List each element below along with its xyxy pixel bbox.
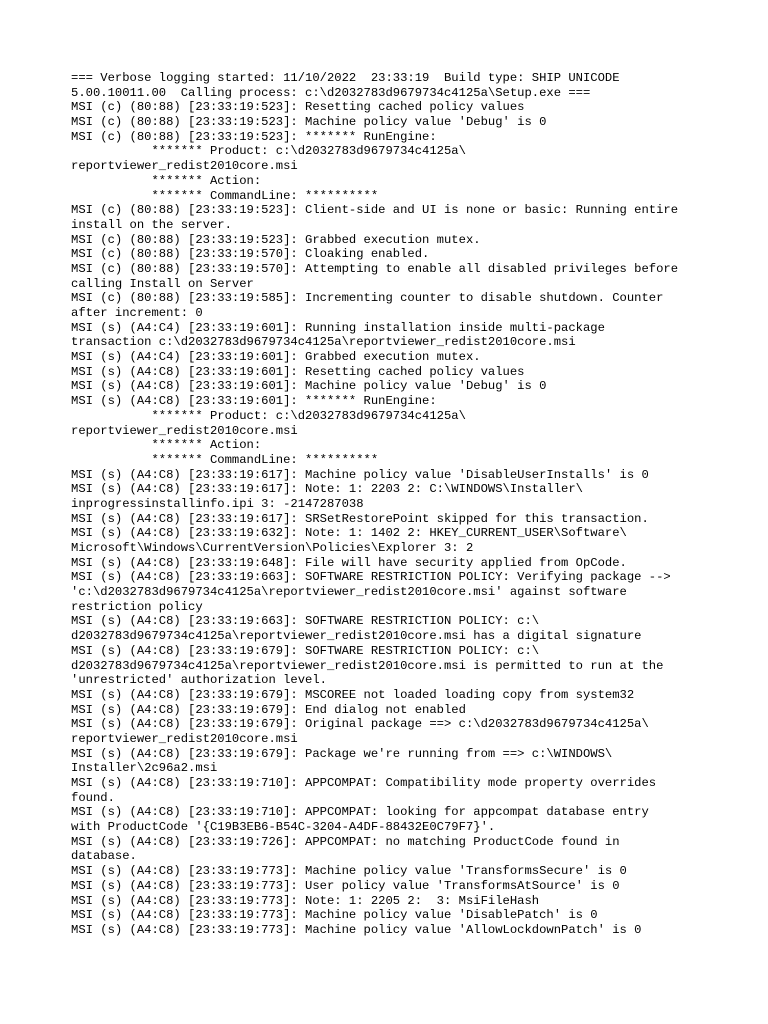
log-line: MSI (s) (A4:C8) [23:33:19:679]: Original package ==> c:\d2032783d9679734c4125a\ <box>71 717 649 732</box>
log-line: ******* Action: <box>71 173 262 188</box>
log-line: database. <box>71 849 137 864</box>
log-line: MSI (c) (80:88) [23:33:19:523]: Resetting cached policy values <box>71 100 525 115</box>
log-line: === Verbose logging started: 11/10/2022 23:33:19 Build type: SHIP UNICODE <box>71 71 620 85</box>
log-line: with ProductCode '{C19B3EB6-B54C-3204-A4DF-88432E0C79F7}'. <box>71 820 496 835</box>
log-text-body <box>71 71 731 938</box>
log-line: ******* Product: c:\d2032783d9679734c4125a\ <box>71 408 466 423</box>
log-line: MSI (s) (A4:C8) [23:33:19:773]: User policy value 'TransformsAtSource' is 0 <box>71 878 620 893</box>
log-line: reportviewer_redist2010core.msi <box>71 159 298 174</box>
log-line: MSI (s) (A4:C8) [23:33:19:679]: MSCOREE not loaded loading copy from system32 <box>71 687 635 702</box>
log-line: MSI (s) (A4:C8) [23:33:19:773]: Machine policy value 'TransformsSecure' is 0 <box>71 864 627 879</box>
log-line: MSI (c) (80:88) [23:33:19:570]: Cloaking enabled. <box>71 247 430 262</box>
log-line: MSI (s) (A4:C8) [23:33:19:679]: End dialog not enabled <box>71 702 466 717</box>
log-line: MSI (s) (A4:C8) [23:33:19:601]: Resetting cached policy values <box>71 364 525 379</box>
log-line: found. <box>71 790 115 805</box>
log-line: MSI (s) (A4:C8) [23:33:19:648]: File will have security applied from OpCode. <box>71 555 627 570</box>
log-line: ******* CommandLine: ********** <box>71 188 379 203</box>
log-line: inprogressinstallinfo.ipi 3: -2147287038 <box>71 496 364 511</box>
log-line: MSI (s) (A4:C4) [23:33:19:601]: Running installation inside multi-package <box>71 320 605 335</box>
log-line: after increment: 0 <box>71 306 203 320</box>
log-line: Microsoft\Windows\CurrentVersion\Policies\Explorer 3: 2 <box>71 541 474 555</box>
log-line: install on the server. <box>71 217 232 232</box>
log-line: MSI (s) (A4:C8) [23:33:19:663]: SOFTWARE RESTRICTION POLICY: c:\ <box>71 614 540 629</box>
log-line: 'c:\d2032783d9679734c4125a\reportviewer_redist2010core.msi' against software <box>71 585 627 600</box>
log-line: MSI (s) (A4:C8) [23:33:19:773]: Machine policy value 'DisablePatch' is 0 <box>71 908 598 923</box>
log-line: d2032783d9679734c4125a\reportviewer_redist2010core.msi has a digital signature <box>71 629 642 644</box>
log-line: 5.00.10011.00 Calling process: c:\d2032783d9679734c4125a\Setup.exe === <box>71 85 591 100</box>
log-line: MSI (s) (A4:C8) [23:33:19:679]: Package we're running from ==> c:\WINDOWS\ <box>71 746 613 761</box>
log-line: MSI (c) (80:88) [23:33:19:585]: Incrementing counter to disable shutdown. Counter <box>71 291 664 306</box>
log-line: MSI (s) (A4:C8) [23:33:19:617]: Machine policy value 'DisableUserInstalls' is 0 <box>71 467 649 482</box>
log-line: Installer\2c96a2.msi <box>71 761 218 776</box>
log-line: MSI (s) (A4:C8) [23:33:19:710]: APPCOMPAT: Compatibility mode property overrides <box>71 776 657 790</box>
log-line: d2032783d9679734c4125a\reportviewer_redist2010core.msi is permitted to run at the <box>71 658 664 673</box>
log-line: MSI (c) (80:88) [23:33:19:570]: Attempting to enable all disabled privileges before <box>71 261 679 276</box>
log-line: MSI (s) (A4:C8) [23:33:19:663]: SOFTWARE RESTRICTION POLICY: Verifying package --> <box>71 570 671 585</box>
log-line: MSI (s) (A4:C8) [23:33:19:773]: Note: 1: 2205 2: 3: MsiFileHash <box>71 893 540 908</box>
log-line: MSI (s) (A4:C8) [23:33:19:726]: APPCOMPAT: no matching ProductCode found in <box>71 834 620 849</box>
log-line: MSI (s) (A4:C8) [23:33:19:601]: Machine policy value 'Debug' is 0 <box>71 379 547 394</box>
log-line: MSI (c) (80:88) [23:33:19:523]: Grabbed execution mutex. <box>71 232 481 247</box>
log-line: transaction c:\d2032783d9679734c4125a\reportviewer_redist2010core.msi <box>71 335 576 350</box>
log-line: 'unrestricted' authorization level. <box>71 673 327 688</box>
log-line: reportviewer_redist2010core.msi <box>71 423 298 438</box>
log-line: MSI (s) (A4:C4) [23:33:19:601]: Grabbed execution mutex. <box>71 350 481 365</box>
log-line: MSI (s) (A4:C8) [23:33:19:617]: SRSetRestorePoint skipped for this transaction. <box>71 511 649 526</box>
log-line: MSI (s) (A4:C8) [23:33:19:773]: Machine policy value 'AllowLockdownPatch' is 0 <box>71 922 642 937</box>
log-line: MSI (s) (A4:C8) [23:33:19:632]: Note: 1: 1402 2: HKEY_CURRENT_USER\Software\ <box>71 526 627 541</box>
log-line: restriction policy <box>71 599 203 614</box>
log-line: ******* CommandLine: ********** <box>71 452 379 467</box>
log-line: calling Install on Server <box>71 276 254 291</box>
log-line: MSI (c) (80:88) [23:33:19:523]: ******* RunEngine: <box>71 129 437 144</box>
log-line: MSI (c) (80:88) [23:33:19:523]: Machine policy value 'Debug' is 0 <box>71 115 547 130</box>
log-line: MSI (s) (A4:C8) [23:33:19:601]: ******* RunEngine: <box>71 394 437 409</box>
log-line: MSI (s) (A4:C8) [23:33:19:679]: SOFTWARE RESTRICTION POLICY: c:\ <box>71 643 540 658</box>
log-line: MSI (s) (A4:C8) [23:33:19:710]: APPCOMPAT: looking for appcompat database entry <box>71 805 649 820</box>
log-line: MSI (c) (80:88) [23:33:19:523]: Client-side and UI is none or basic: Running entire <box>71 203 679 218</box>
log-line: reportviewer_redist2010core.msi <box>71 731 298 746</box>
log-line: ******* Action: <box>71 438 262 453</box>
log-line: MSI (s) (A4:C8) [23:33:19:617]: Note: 1: 2203 2: C:\WINDOWS\Installer\ <box>71 482 583 497</box>
log-line: ******* Product: c:\d2032783d9679734c4125a\ <box>71 144 466 159</box>
